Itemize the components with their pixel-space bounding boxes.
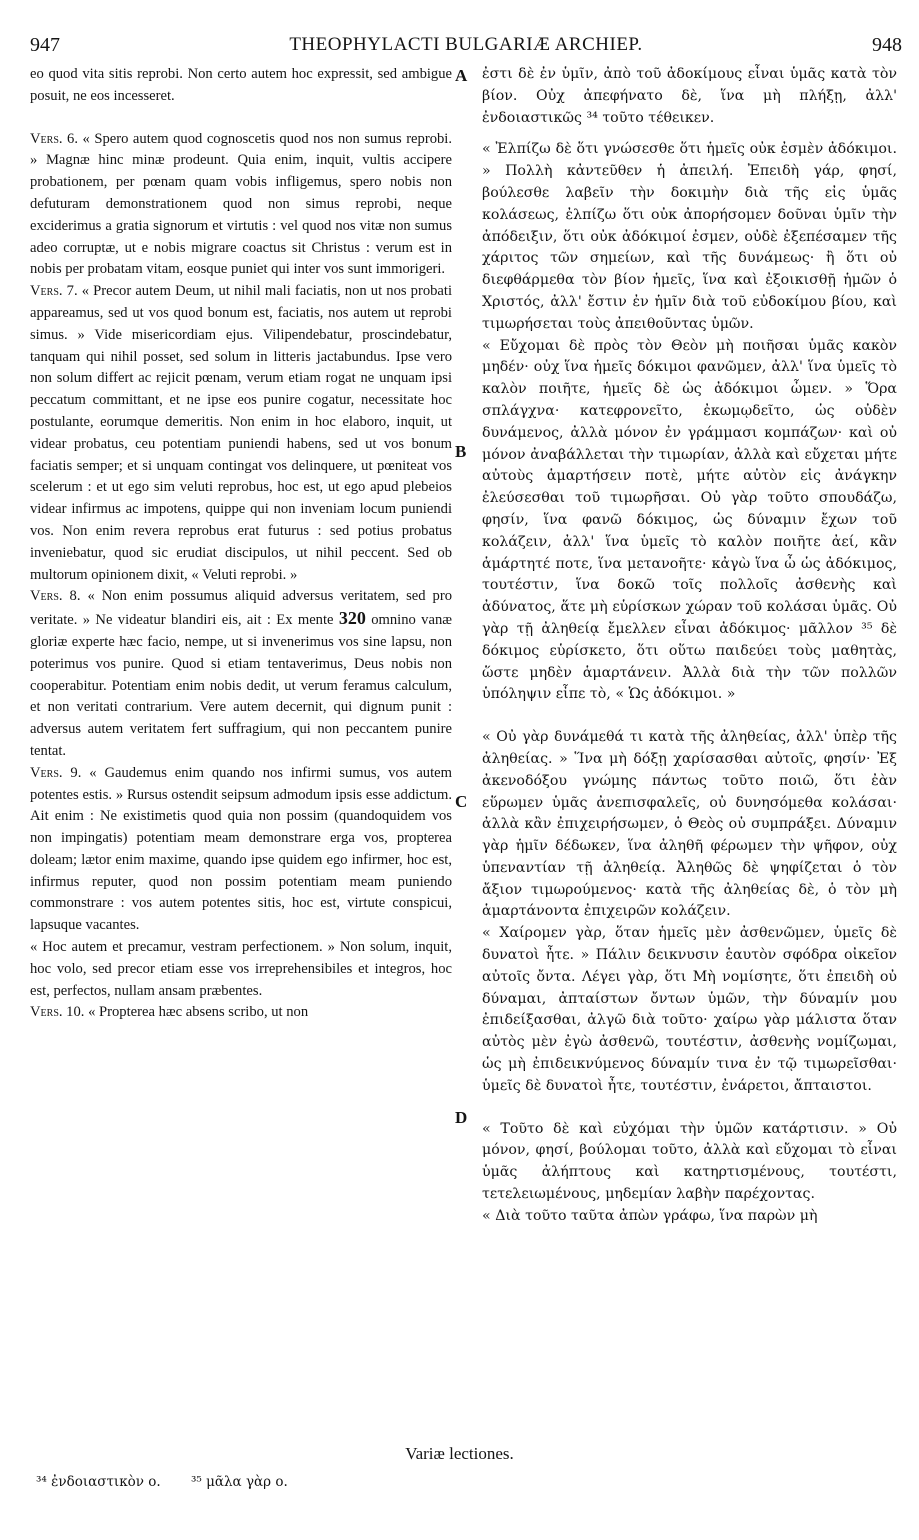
paragraph-text: « Διὰ τοῦτο ταῦτα ἀπὼν γράφω, ἵνα παρὼν μὴ <box>482 1207 818 1224</box>
footnotes <box>36 1474 314 1490</box>
variae-lectiones-heading: Variæ lectiones. <box>405 1444 514 1463</box>
latin-paragraph <box>30 586 452 762</box>
greek-paragraph <box>482 923 897 1097</box>
verse-label: Vers. 9. <box>30 764 82 781</box>
page-number-left: 947 <box>30 34 60 56</box>
migne-column-number: 320 <box>338 608 366 629</box>
latin-paragraph <box>30 129 452 282</box>
paragraph-text: « Precor autem Deum, ut nihil mali faciatis, non ut nos probati appareamus, sed ut vos quod bonum est, faciatis, nos autem ut reprobi simus. » Vide misericordiam ejus. Vilipendebatur, proscindebatur, tanquam qui nihil posset, sed solum in litteris jactabundus. Ipse vero non solum differt ac rejicit pœnam, verum etiam rogat ne unquam ipsi peccatum committant, et ne ipse eos punire cogatur, necessitate hoc postulante, eorumque demeritis. Non enim in hoc elaboro, inquit, ut videar probatus, ceu potentiam puniendi habens, sed ut vos bonum faciatis semper; et si unquam contingat vos delinquere, ut pœniteat vos scelerum : et ut ego sim veluti reprobus, hoc est, ut ego apud plebeios videar infirmus ac impotens, quippe qui non inveniam locum puniendi vos. Non enim revera reprobus erat futurus : sed potius probatus inveniebatur, quod sic erudiat discipulos, ut nihil peccent. Sed ob multorum opinionem dixit, « Veluti reprobi. » <box>30 283 452 583</box>
paragraph-text: « Οὐ γὰρ δυνάμεθά τι κατὰ τῆς ἀληθείας, ἀλλ' ὑπὲρ τῆς ἀληθείας. » Ἵνα μὴ δόξῃ χαρίσασθαι αὐτοῖς, φησίν· Ἐξ ἀκενοδόξου γνώμης πάντως τοῦτο ποιῶ, ὅτι ἐὰν εὕρωμεν ὑμᾶς ἀνεπισφαλεῖς, οὐ δυνησόμεθα κολάσαι· ἀλλὰ κἂν ἐπιχειρήσωμεν, ὁ Θεὸς οὐ συμπράξει. Δύναμιν γὰρ ἡμῖν δέδωκεν, ἵνα ἀληθῆ φέρωμεν τὴν ψῆφον, οὐχ ὑπεναντίαν τῇ ἀληθείᾳ. Ἀληθῶς δὲ ψηφίζεται ὁ τὸν ἄξιον τιμωρούμενος· κατὰ τῆς ἀληθείας δὲ, ὁ τὸν μὴ ἁμαρτάνοντα ἐπιχειρῶν κολάζειν. <box>482 729 897 920</box>
paragraph-text: « Ἐλπίζω δὲ ὅτι γνώσεσθε ὅτι ἡμεῖς οὐκ ἐσμὲν ἀδόκιμοι. » Πολλὴ κἀντεῦθεν ἡ ἀπειλή. Ἐπειδὴ γάρ, φησί, βούλεσθε λαβεῖν τὴν δοκιμὴν διὰ τῆς εἰς ὑμᾶς κολάσεως, ἐλπίζω ὅτι οὐκ ἀπορήσομεν δοῦναι ὑμῖν τὴν ἀπόδειξιν, ὅτι οὐκ ἀδόκιμοί ἐσμεν, οὐδὲ ἐξεπέσαμεν τῆς χάριτος τῶν σημείων, καὶ τῆς δυνάμεως· ἢ ὅτι οὐ διεφθάρμεθα τὸν βίον ἡμεῖς, ἵνα καὶ ἐξοικισθῇ ἡμῶν ὁ Χριστός, ἀλλ' ἔστιν ἐν ἡμῖν διὰ τοῦ εὐδοκίμου βίου, καὶ τιμωρήσεται τοὺς ἀπειθοῦντας ὑμῶν. <box>482 141 897 332</box>
paragraph-spacer <box>482 1098 897 1119</box>
paragraph-text: « Εὔχομαι δὲ πρὸς τὸν Θεὸν μὴ ποιῆσαι ὑμᾶς κακὸν μηδέν· οὐχ ἵνα ἡμεῖς δόκιμοι φανῶμεν, ἀλλ' ἵνα ὑμεῖς τὸ καλὸν ποιῆτε, ἡμεῖς δὲ ὡς ἀδόκιμοι ὦμεν. » Ὅρα σπλάγχνα· κατεφρονεῖτο, ἐκωμῳδεῖτο, ὡς οὐδὲν δυνάμενος, ἀλλὰ μόνον ἐν γράμμασι κομπάζων· καὶ οὐ μόνον ἀναβάλλεται τὴν τιμωρίαν, ἀλλὰ καὶ εὔχεται μήτε αὐτοὺς ἁμαρτήσειν ποτὲ, μήτε αὐτὸν εἰς ἀνάγκην ἐλεύσεσθαι τοῦ τιμωρῆσαι. Οὐ γὰρ τοῦτο σπουδάζω, φησίν, ἵνα φανῶ δόκιμος, ὡς δύναμιν ἔχων τοῦ κολάζειν, ἀλλ' ἵνα ὑμεῖς τὸ καλὸν ποιῆτε ἀεί, κἂν ἁμάρτητέ ποτε, ἵνα μετανοῆτε· κἀγὼ ἵνα ὦ ὡς ἀδόκιμος, τουτέστιν, ἵνα δοκῶ τοῖς πολλοῖς ἀσθενὴς καὶ ἀδύνατος, ἅτε μὴ εὑρίσκων χώραν τοῦ κολάσαι ὑμᾶς. Οὐ γὰρ τῇ ἀληθείᾳ ἔμελλεν εἶναι ἀδόκιμος· μᾶλλον ³⁵ δὲ δόκιμος εὑρίσκετο, ὅτι οὕτω παιδεύει τοὺς μαθητὰς, ὥστε μηδὲν ἁμαρτάνειν. Ἀλλὰ διὰ τὴν τῶν πολλῶν ὑπόληψιν εἶπε τὸ, « Ὡς ἀδόκιμοι. » <box>482 337 897 703</box>
greek-paragraph <box>482 64 897 129</box>
margin-letter-c: C <box>455 792 468 811</box>
latin-paragraph <box>30 937 452 1002</box>
verse-label: Vers. 8. <box>30 588 81 605</box>
margin-letter-d: D <box>455 1108 468 1127</box>
greek-paragraph <box>482 139 897 335</box>
margin-letter-b: B <box>455 442 467 461</box>
paragraph-text: « Gaudemus enim quando nos infirmi sumus, vos autem potentes estis. » Rursus ostendit seipsum admodum ipsis esse addictum. Ait enim : Ne existimetis quod quia non possim (quandoquidem vos non impingatis) potentiam meam demonstrare erga vos, propterea doleam; lætor enim maxime, quando ipse quidem ego infirmer, hoc est, infirmus reputer, quod non possim potentiam meam puniendo commonstrare : vos autem potentes sitis, hoc est, virtute conspicui, lapsuque vacantes. <box>30 764 452 934</box>
greek-paragraph <box>482 727 897 923</box>
paragraph-text: « Spero autem quod cognoscetis quod nos non sumus reprobi. » Magnæ hinc minæ prodeunt. Quia enim, inquit, vultis accipere probationem, per pœnam quam vobis infligemus, spero nobis non defuturam demonstrationem quod non simus reprobi, neque exciderimus a gratia signorum et virtutis : vel quod nos vitæ non sumus adeo corruptæ, ut e nobis migrare coactus sit Christus : verum est in nobis per probatam vitam, eosque puniet qui inter vos sunt immorigeri. <box>30 130 452 278</box>
paragraph-text: eo quod vita sitis reprobi. Non certo autem hoc expressit, sed ambigue posuit, ne eos incesseret. <box>30 66 452 104</box>
paragraph-spacer <box>482 706 897 727</box>
greek-paragraph <box>482 1206 897 1228</box>
verse-label: Vers. 6. <box>30 130 78 147</box>
greek-paragraph <box>482 336 897 707</box>
paragraph-text: omnino vanæ gloriæ experte hæc facio, nempe, ut si invenerimus vos sine lapsu, non poterimus vos punire. Quod si etiam tentaverimus, Deus nobis non cooperabitur. Potentiam enim nobis dedit, ut verum feramus calculum, et non veritati contrarium. Vere autem decernit, qui dignum punit : adversus autem veritatem fert suffragium, qui non peccantem punire tentat. <box>30 612 452 759</box>
paragraph-text: « Hoc autem et precamur, vestram perfectionem. » Non solum, inquit, hoc volo, sed precor etiam esse vos irreprehensibiles et integros, hoc est, perfectos, nullam ansam præbentes. <box>30 939 452 999</box>
paragraph-spacer <box>482 129 897 139</box>
page-header <box>30 34 902 62</box>
paragraph-text: « Χαίρομεν γὰρ, ὅταν ἡμεῖς μὲν ἀσθενῶμεν, ὑμεῖς δὲ δυνατοὶ ἦτε. » Πάλιν δεικνυσιν ἑαυτὸν σφόδρα οἰκεῖον αὐτοῖς ὄντα. Λέγει γὰρ, ὅτι Μὴ νομίσητε, ὅτι ἐπειδὴ οὐ δύναμαι, ἀπταίστων ὄντων ὑμῶν, τὴν δύναμίν μου ἐπιδείξασθαι, ἀλγῶ διὰ τοῦτο· χαίρω γὰρ μάλιστα ὅταν αὐτὸς μὲν ἐγὼ ἀσθενῶ, τουτέστιν, ἀσθενὴς νομίζωμαι, ὡς μὴ ἐπιδεικνύμενος δύναμίν τινα ἐν τῷ τιμωρεῖσθαι· ὑμεῖς δὲ δυνατοὶ ἦτε, τουτέστιν, ἐνάρετοι, ἄπταιστοι. <box>482 925 897 1094</box>
paragraph-text: « Propterea hæc absens scribo, ut non <box>84 1004 309 1021</box>
page-number-right: 948 <box>872 34 902 56</box>
margin-letter-a: A <box>455 66 468 85</box>
verse-label: Vers. 10. <box>30 1004 85 1021</box>
greek-column <box>482 64 897 1228</box>
latin-paragraph <box>30 1002 452 1024</box>
paragraph-spacer <box>30 108 452 129</box>
latin-paragraph <box>30 763 452 937</box>
footnote-35: ³⁵ μᾶλα γὰρ ο. <box>191 1474 288 1490</box>
paragraph-text: ἐστι δὲ ἐν ὑμῖν, ἀπὸ τοῦ ἀδοκίμους εἶναι ὑμᾶς κατὰ τὸν βίον. Οὐχ ἀπεφήνατο δὲ, ἵνα μὴ πλήξῃ, ἀλλ' ἐνδοιαστικῶς ³⁴ τοῦτο τέθεικεν. <box>482 66 897 126</box>
latin-paragraph <box>30 64 452 108</box>
latin-paragraph <box>30 281 452 586</box>
greek-paragraph <box>482 1119 897 1206</box>
running-title: THEOPHYLACTI BULGARIÆ ARCHIEP. <box>289 34 643 55</box>
paragraph-text: « Non enim possumus aliquid adversus veritatem, sed pro veritate. » Ne videatur blandiri eis, ait : Ex mente <box>30 588 452 629</box>
footnote-34: ³⁴ ἐνδοιαστικὸν ο. <box>36 1474 161 1490</box>
paragraph-text: « Τοῦτο δὲ καὶ εὐχόμαι τὴν ὑμῶν κατάρτισιν. » Οὐ μόνον, φησί, βούλομαι τοῦτο, ἀλλὰ καὶ εὔχομαι τὸ εἶναι ὑμᾶς ἀλήπτους καὶ κατηρτισμένους, τουτέστι, τετελειωμένους, μηδεμίαν λαβὴν παρέχοντας. <box>482 1120 897 1203</box>
latin-column <box>30 64 452 1024</box>
verse-label: Vers. 7. <box>30 283 78 300</box>
